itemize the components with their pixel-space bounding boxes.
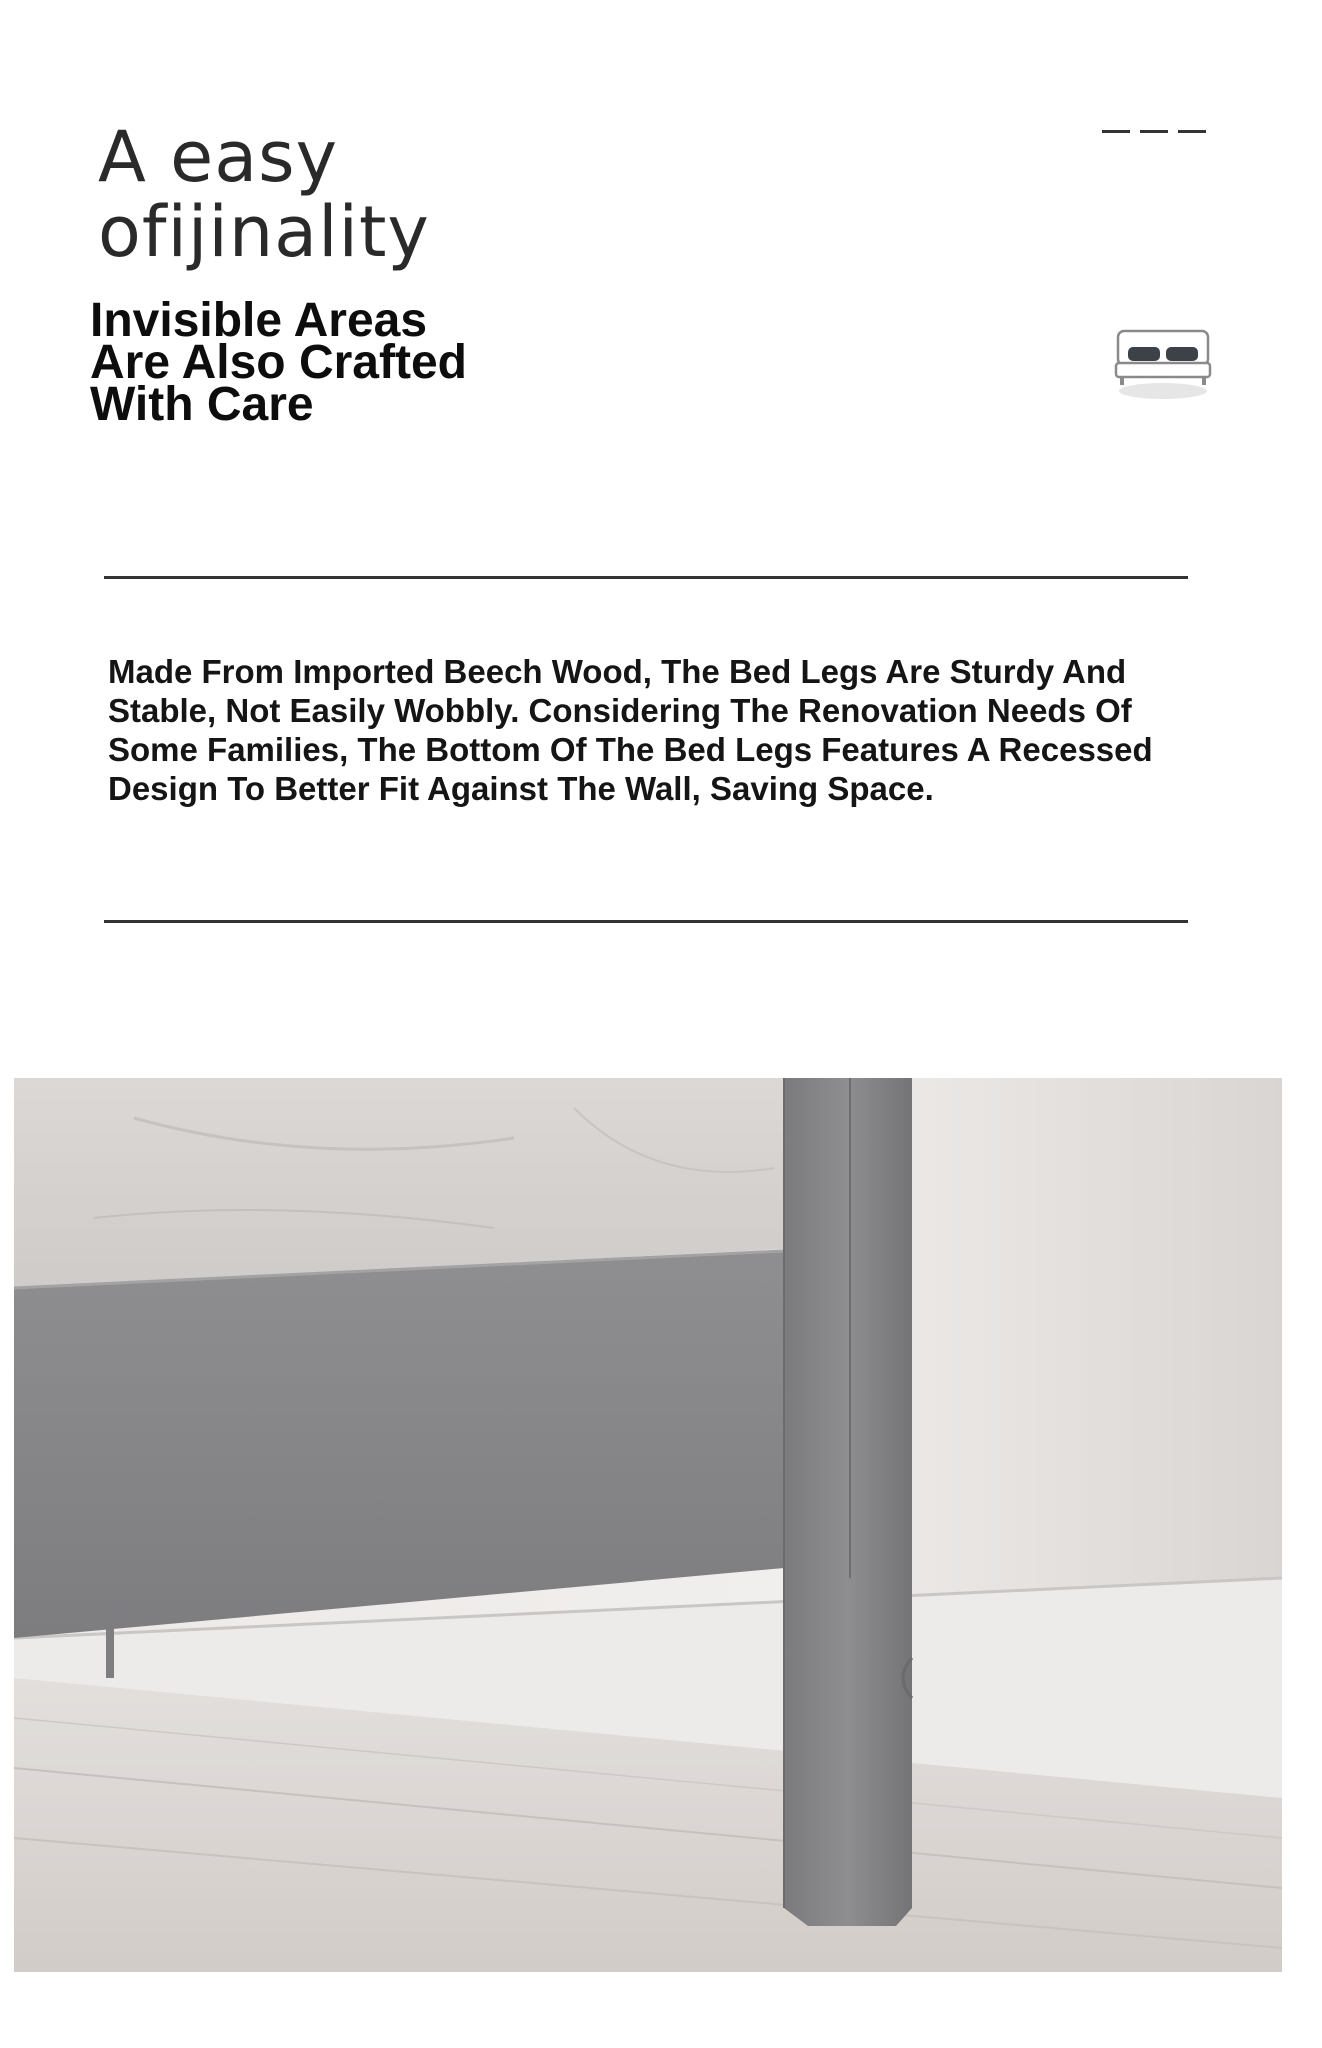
heading-line-1: A easy [98, 116, 338, 198]
subtitle: Invisible Areas Are Also Crafted With Care [90, 294, 467, 431]
dash-line-icon [1102, 130, 1206, 133]
divider-top [104, 576, 1188, 579]
product-description: Made From Imported Beech Wood, The Bed Legs Are Sturdy And Stable, Not Easily Wobbly. Considering The Renovation Needs Of Some Families, The Bottom Of The Bed Legs Features A Recessed Design To Better Fit Against The Wall, Saving Space. [108, 653, 1153, 807]
heading-line-2: ofijinality [98, 191, 430, 273]
bed-icon [1112, 325, 1214, 401]
bed-leg-photo [14, 1078, 1282, 1972]
divider-bottom [104, 920, 1188, 923]
